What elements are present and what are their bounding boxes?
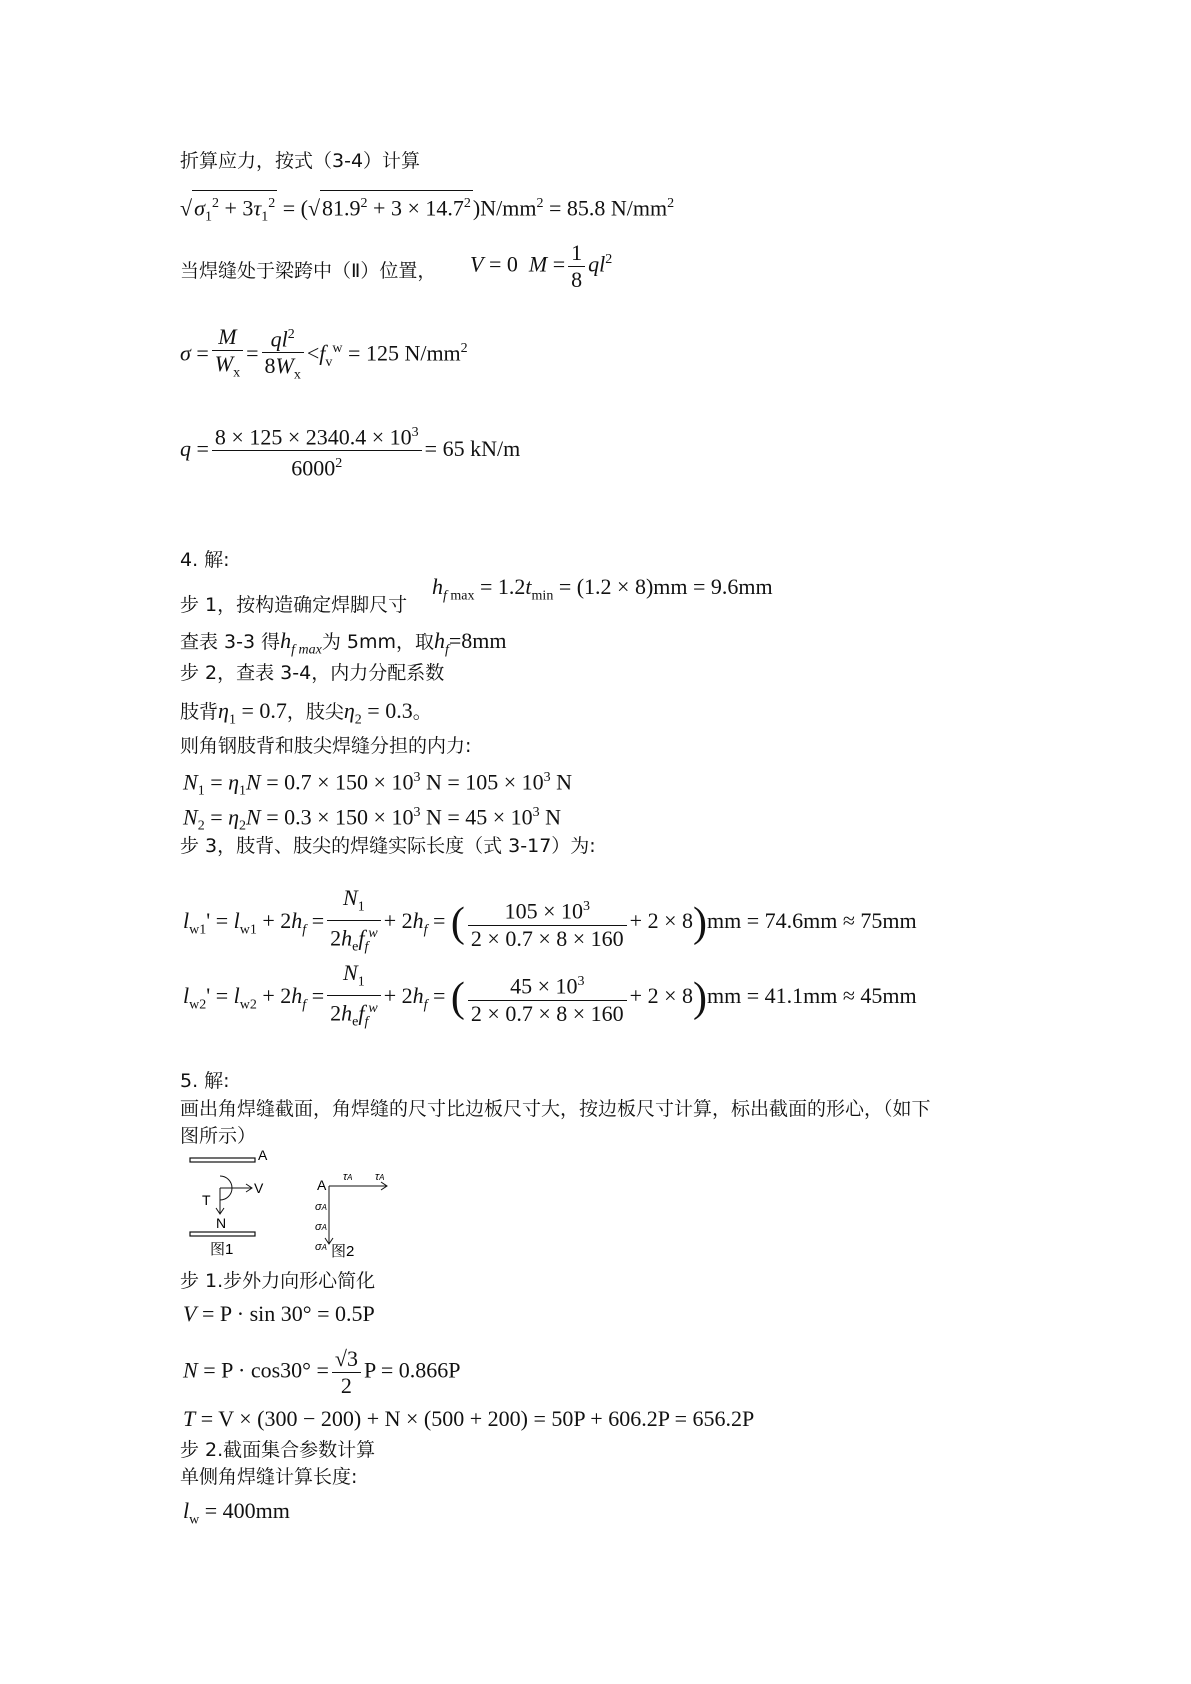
text-step1-force-simplify: 步 1.步外力向形心简化 (180, 1270, 376, 1292)
text-step1-weld-size: 步 1，按构造确定焊脚尺寸 (180, 594, 408, 616)
equation-n1: $N_1 = \eta_1N = 0.7 \times 150 \times 10^3$ $N = 105 \times 10^3$ N (183, 769, 573, 799)
section-4-title: 4. 解: (180, 549, 230, 571)
stress-tau-v-label: τA (375, 1171, 385, 1183)
stress-sigma-n-label: σA (315, 1221, 327, 1233)
equation-bending-stress: σ = $\frac{M}{W_x}$ = $\frac{ql^2}{8W_x}$ $<f_v^w = 125$ $N/mm^2$ (180, 322, 468, 389)
equation-v: V = P · sin 30° = 0.5P (183, 1301, 375, 1326)
text-single-weld-length: 单侧角焊缝计算长度: (180, 1466, 358, 1488)
figure-2 (305, 1160, 405, 1260)
label-n: N (216, 1215, 227, 1231)
equation-hf-max: $h_{f max} = 1.2t_{min} = (1.2 \times 8)mm = 9.6mm$ (432, 574, 773, 604)
equation-midspan-moment: V = 0 M = $\frac{1}{8}$ $ql^2$ (470, 240, 613, 292)
equation-lw2: $l_{w2}' = l_{w2} + 2h_f$ = $\frac{N_1}{2h_ef_f^w}$ + $2h_f$ = ( $\frac{45 \times 10^3}{2 \times 0.7 \times 8 \times 160}$ + 2 × 8)mm = 41.1mm ≈ 45mm (183, 960, 917, 1031)
label-a-fig2: A (317, 1177, 327, 1193)
text-step2-section-params: 步 2.截面集合参数计算 (180, 1439, 376, 1461)
figure-2-caption: 图2 (331, 1243, 355, 1260)
text-midspan-position: 当焊缝处于梁跨中（Ⅱ）位置， (180, 260, 437, 282)
figure-1-caption: 图1 (210, 1241, 234, 1258)
label-v: V (254, 1180, 264, 1196)
stress-sigma-label: σA (315, 1201, 327, 1213)
text-distribution-coefficients: 肢背$\eta_1 = 0.7$，肢尖$\eta_2 = 0.3$。 (180, 698, 432, 728)
text-step3-weld-length: 步 3，肢背、肢尖的焊缝实际长度（式 3-17）为: (180, 835, 596, 857)
bottom-plate (190, 1232, 255, 1236)
text-internal-forces: 则角钢肢背和肢尖焊缝分担的内力: (180, 735, 472, 757)
label-t: T (202, 1192, 211, 1208)
text-step2-distribution: 步 2，查表 3-4，内力分配系数 (180, 662, 445, 684)
figure-1 (180, 1148, 290, 1260)
stress-sigma-t-label: σA (315, 1241, 327, 1253)
equation-n2: $N_2 = \eta_2N = 0.3 \times 150 \times 10^3$ $N = 45 \times 10^3$ N (183, 804, 562, 834)
text-reduced-stress: 折算应力，按式（3-4）计算 (180, 150, 421, 172)
text-section-drawing: 画出角焊缝截面，角焊缝的尺寸比边板尺寸大，按边板尺寸计算，标出截面的形心，（如下 (180, 1098, 931, 1120)
equation-n: N = P · cos30° = $\frac{√3}{2}$ P = 0.866P (183, 1346, 461, 1398)
top-plate (190, 1158, 255, 1162)
label-a: A (258, 1148, 268, 1163)
equation-load-q: q = $\frac{8 \times 125 \times 2340.4 \times 10^3}{6000^2}$ = 65 kN/m (180, 420, 520, 482)
text-table-3-3: 查表 3-3 得$h_{f max}$为 5mm，取$h_f=8mm$ (180, 628, 507, 658)
equation-lw1: $l_{w1}' = l_{w1} + 2h_f$ = $\frac{N_1}{2h_ef_f^w}$ + $2h_f$ = ( $\frac{105 \times 10^3}{2 \times 0.7 \times 8 \times 160}$ + 2 × 8)mm = 74.6mm ≈ 75mm (183, 885, 917, 956)
text-section-drawing-cont: 图所示） (180, 1125, 257, 1147)
equation-reduced-stress: $√\sigma_1^2 + 3\tau_1^2 = (√81.9^2 + 3 \times 14.7^2)N/mm^2 = 85.8$ $N/mm^2$ (180, 190, 674, 231)
equation-lw: $l_w = 400mm$ (183, 1498, 290, 1528)
stress-tau-label: τA (343, 1171, 353, 1183)
section-5-title: 5. 解: (180, 1070, 230, 1092)
equation-t: T = V × (300 − 200) + N × (500 + 200) = 50P + 606.2P = 656.2P (183, 1406, 755, 1431)
